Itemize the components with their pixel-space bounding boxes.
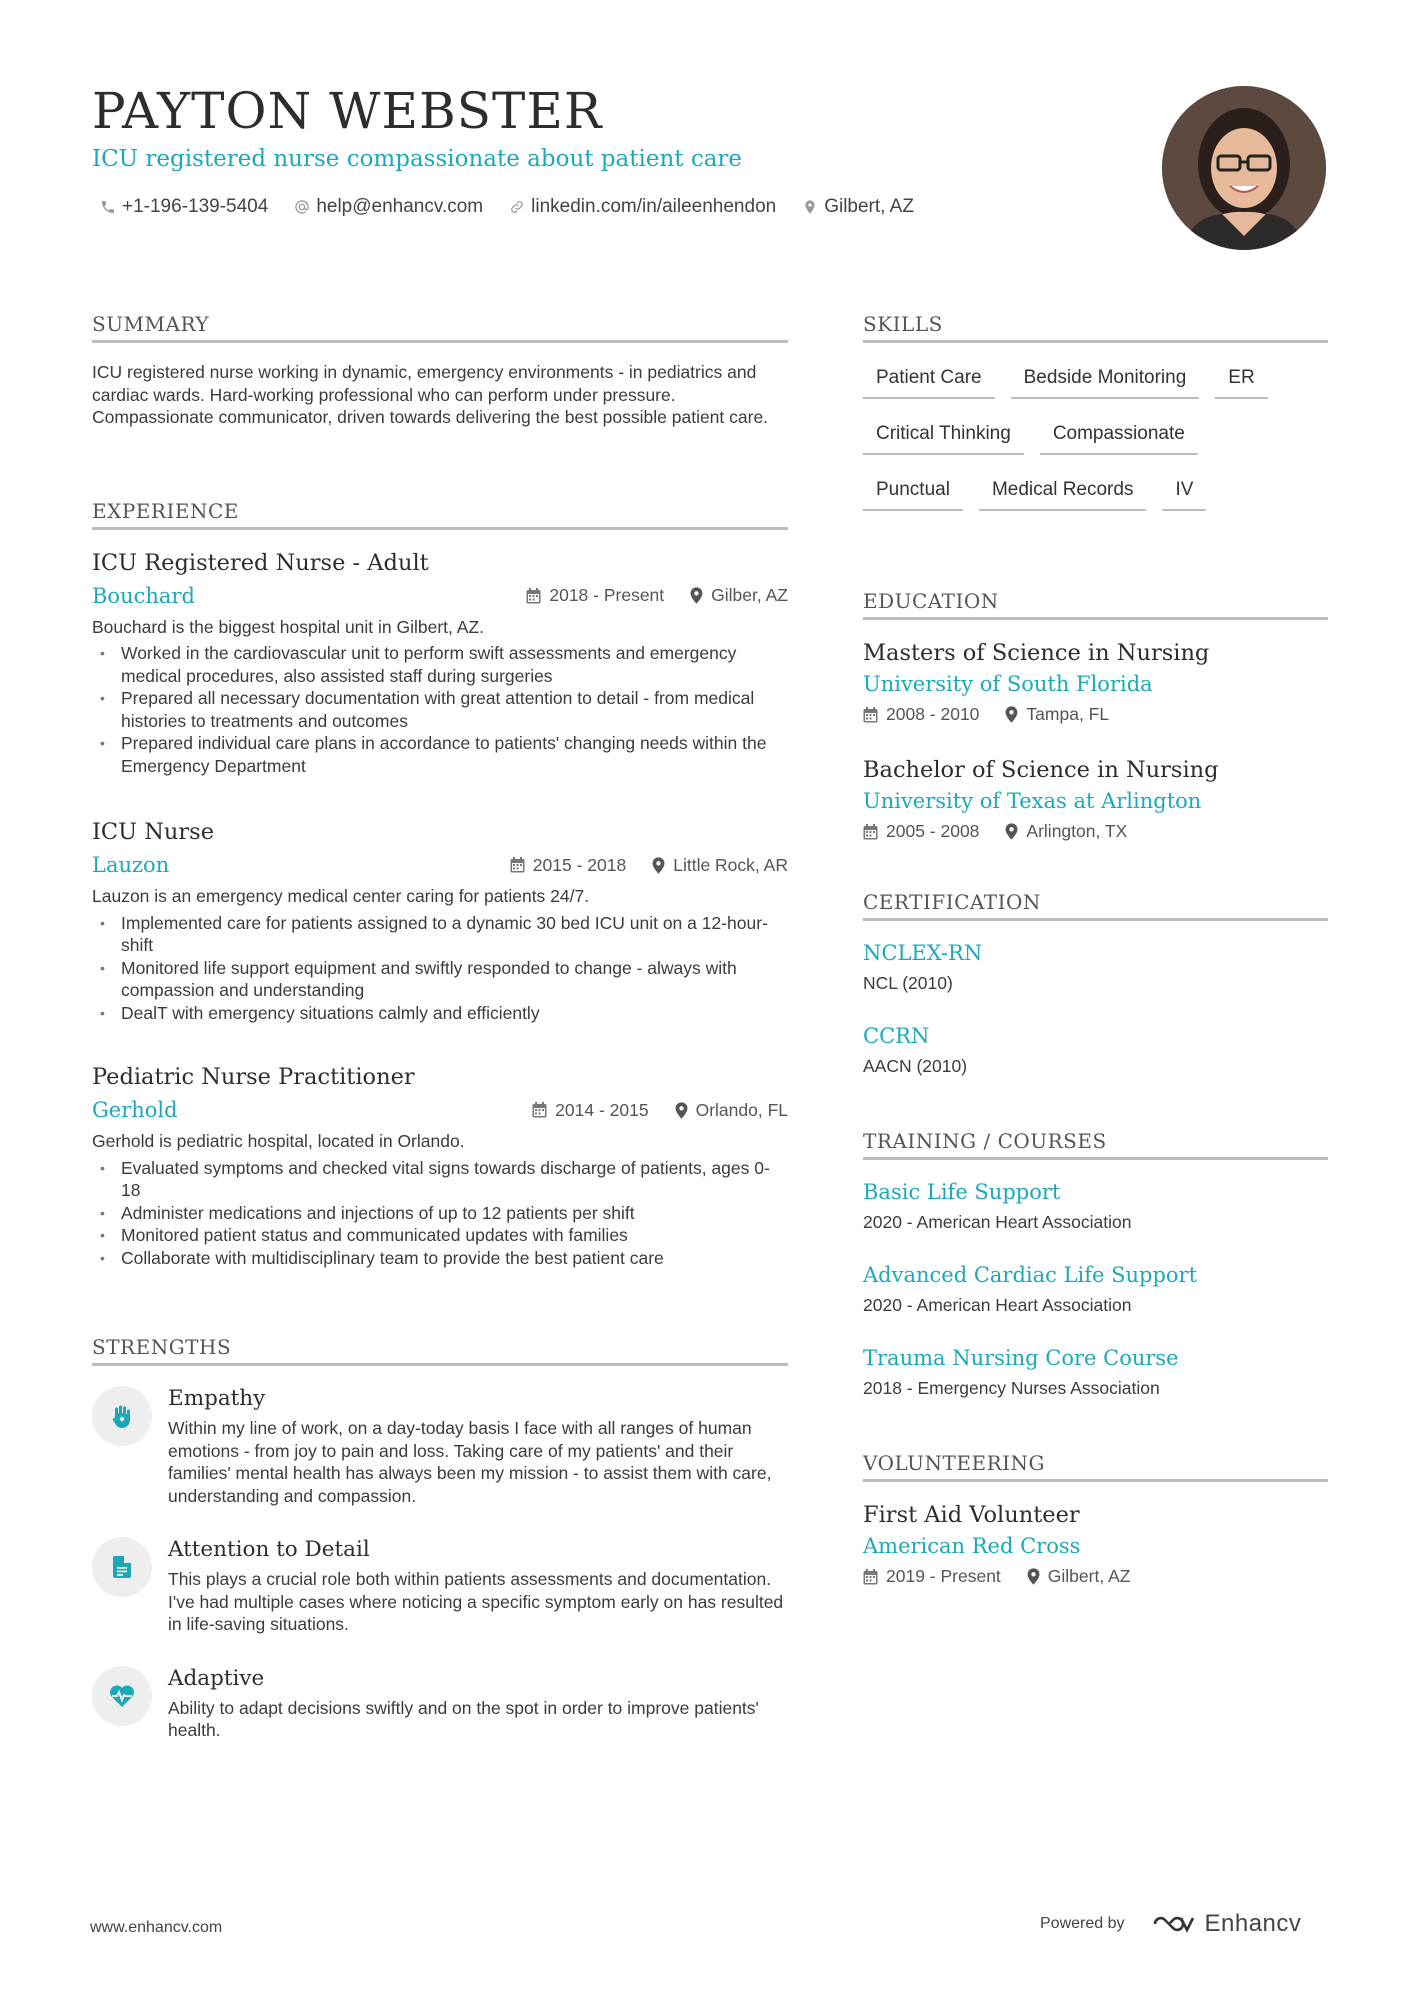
location-pin-icon bbox=[652, 857, 665, 874]
right-column bbox=[863, 312, 1328, 1587]
strength-title: Attention to Detail bbox=[168, 1537, 370, 1562]
volunteering-role: First Aid Volunteer bbox=[863, 1502, 1080, 1528]
contact-location bbox=[802, 196, 914, 218]
footer-website[interactable]: www.enhancv.com bbox=[90, 1919, 223, 1936]
job-entry bbox=[92, 550, 788, 778]
training-heading: TRAINING / COURSES bbox=[863, 1129, 1328, 1160]
job-location: Little Rock, AR bbox=[673, 854, 788, 875]
job-bullet: • Monitored life support equipment and swiftly responded to change - always with compassion and understanding bbox=[92, 957, 788, 1002]
job-entry bbox=[92, 1064, 788, 1269]
skill-tag: ER bbox=[1215, 363, 1267, 399]
document-icon bbox=[92, 1537, 152, 1597]
job-company: Bouchard bbox=[92, 583, 195, 608]
strength-title: Adaptive bbox=[168, 1665, 265, 1691]
skills-section bbox=[863, 312, 1328, 531]
experience-section bbox=[92, 499, 788, 1270]
location-pin-icon bbox=[1005, 823, 1018, 840]
left-column bbox=[92, 312, 788, 1772]
job-bullet: • Worked in the cardiovascular unit to perform swift assessments and emergency medical procedures, also assisted staff during surgeries bbox=[92, 642, 788, 687]
job-bullet: • Prepared individual care plans in accordance to patients' changing needs within the Emergency Department bbox=[92, 732, 788, 777]
strength-text: Within my line of work, on a day-today basis I face with all ranges of human emotions - from joy to pain and loss. Taking care of my patients' and their families' mental health has always been my mission - to assist them with care, understanding and compassion. bbox=[168, 1418, 772, 1506]
enhancv-logo-icon bbox=[1151, 1912, 1197, 1936]
strength-title: Empathy bbox=[168, 1386, 266, 1411]
job-company: Gerhold bbox=[92, 1098, 178, 1122]
profile-photo bbox=[1162, 86, 1326, 250]
skills-list bbox=[863, 363, 1328, 531]
contact-phone[interactable] bbox=[100, 196, 268, 218]
calendar-icon bbox=[863, 707, 878, 723]
certification-name: CCRN bbox=[863, 1024, 930, 1048]
strength-text: This plays a crucial role both within patients assessments and documentation. I've had multiple cases where noticing a specific symptom early on has resulted in life-saving situations. bbox=[168, 1569, 784, 1634]
job-bullets bbox=[92, 642, 788, 777]
candidate-name: PAYTON WEBSTER bbox=[92, 82, 603, 140]
job-bullet: • Implemented care for patients assigned to a dynamic 30 bed ICU unit on a 12-hour-shift bbox=[92, 912, 788, 957]
summary-heading: SUMMARY bbox=[92, 312, 788, 343]
candidate-tagline: ICU registered nurse compassionate about patient care bbox=[92, 146, 743, 172]
location-pin-icon bbox=[675, 1102, 688, 1119]
volunteering-heading: VOLUNTEERING bbox=[863, 1451, 1328, 1482]
certification-detail: NCL (2010) bbox=[863, 973, 953, 993]
skill-tag: Punctual bbox=[863, 475, 963, 511]
certification-name: NCLEX-RN bbox=[863, 941, 983, 965]
education-degree: Bachelor of Science in Nursing bbox=[863, 757, 1219, 783]
job-description: Gerhold is pediatric hospital, located in Orlando. bbox=[92, 1131, 465, 1151]
training-name: Trauma Nursing Core Course bbox=[863, 1346, 1179, 1370]
at-icon bbox=[294, 199, 310, 215]
job-dates: 2015 - 2018 bbox=[532, 854, 627, 875]
calendar-icon bbox=[532, 1102, 547, 1118]
contact-email[interactable] bbox=[294, 196, 483, 218]
location-text: Gilbert, AZ bbox=[824, 196, 914, 217]
education-section bbox=[863, 589, 1328, 842]
summary-text: ICU registered nurse working in dynamic, emergency environments - in pediatrics and cardiac wards. Hard-working professional who can perform under pressure. Compassionate communicator, driven towards delivering the best possible patient care. bbox=[92, 362, 769, 427]
job-title: Pediatric Nurse Practitioner bbox=[92, 1064, 415, 1090]
job-title: ICU Registered Nurse - Adult bbox=[92, 549, 429, 576]
job-description: Bouchard is the biggest hospital unit in Gilbert, AZ. bbox=[92, 616, 485, 637]
skill-tag: Critical Thinking bbox=[863, 419, 1024, 455]
contact-linkedin[interactable] bbox=[509, 196, 776, 218]
job-bullets bbox=[92, 1157, 788, 1270]
skill-tag: Medical Records bbox=[979, 475, 1147, 511]
certification-detail: AACN (2010) bbox=[863, 1056, 968, 1076]
job-entry bbox=[92, 819, 788, 1024]
volunteering-org: American Red Cross bbox=[863, 1534, 1081, 1558]
education-dates: 2008 - 2010 bbox=[886, 704, 980, 724]
strength-item bbox=[92, 1386, 788, 1507]
training-section bbox=[863, 1129, 1328, 1399]
education-dates: 2005 - 2008 bbox=[886, 821, 980, 841]
brand-name: Enhancv bbox=[1204, 1910, 1302, 1937]
certification-entry bbox=[863, 1024, 1328, 1077]
job-bullet: • Prepared all necessary documentation with great attention to detail - from medical histories to treatments and outcomes bbox=[92, 687, 788, 732]
calendar-icon bbox=[526, 588, 541, 604]
strength-item bbox=[92, 1537, 788, 1636]
certification-entry bbox=[863, 941, 1328, 994]
education-school: University of South Florida bbox=[863, 672, 1153, 696]
skill-tag: Bedside Monitoring bbox=[1011, 363, 1200, 399]
phone-icon bbox=[100, 199, 116, 215]
experience-heading: EXPERIENCE bbox=[92, 499, 788, 530]
job-title: ICU Nurse bbox=[92, 819, 215, 845]
job-company: Lauzon bbox=[92, 853, 170, 877]
volunteering-dates: 2019 - Present bbox=[886, 1566, 1001, 1586]
linkedin-text: linkedin.com/in/aileenhendon bbox=[531, 196, 777, 217]
certification-heading: CERTIFICATION bbox=[863, 890, 1328, 921]
job-location: Orlando, FL bbox=[695, 1099, 788, 1120]
calendar-icon bbox=[863, 824, 878, 840]
skill-tag: Patient Care bbox=[863, 363, 995, 399]
calendar-icon bbox=[863, 1569, 878, 1585]
job-bullets bbox=[92, 912, 788, 1025]
phone-text: +1-196-139-5404 bbox=[122, 196, 269, 217]
job-dates: 2018 - Present bbox=[549, 585, 665, 605]
job-bullet: • Evaluated symptoms and checked vital signs towards discharge of patients, ages 0-18 bbox=[92, 1157, 788, 1202]
job-location: Gilber, AZ bbox=[711, 585, 788, 605]
footer-branding[interactable] bbox=[1040, 1910, 1301, 1938]
summary-section bbox=[92, 312, 788, 429]
education-degree: Masters of Science in Nursing bbox=[863, 640, 1210, 666]
training-entry bbox=[863, 1180, 1328, 1233]
location-pin-icon bbox=[802, 199, 818, 215]
skills-heading: SKILLS bbox=[863, 312, 1328, 343]
training-name: Advanced Cardiac Life Support bbox=[863, 1263, 1198, 1287]
certification-section bbox=[863, 890, 1328, 1077]
training-entry bbox=[863, 1263, 1328, 1316]
calendar-icon bbox=[510, 857, 525, 873]
powered-by-label: Powered by bbox=[1040, 1915, 1125, 1932]
education-entry bbox=[863, 757, 1328, 842]
location-pin-icon bbox=[1005, 706, 1018, 723]
volunteering-location: Gilbert, AZ bbox=[1047, 1566, 1131, 1586]
location-pin-icon bbox=[690, 587, 703, 604]
training-detail: 2020 - American Heart Association bbox=[863, 1212, 1132, 1232]
training-detail: 2020 - American Heart Association bbox=[863, 1295, 1132, 1315]
email-text: help@enhancv.com bbox=[316, 196, 484, 217]
link-icon bbox=[509, 199, 525, 215]
job-bullet: • Collaborate with multidisciplinary team to provide the best patient care bbox=[92, 1247, 788, 1270]
strengths-heading: STRENGTHS bbox=[92, 1335, 788, 1366]
education-school: University of Texas at Arlington bbox=[863, 789, 1202, 813]
volunteering-section bbox=[863, 1451, 1328, 1587]
training-detail: 2018 - Emergency Nurses Association bbox=[863, 1378, 1160, 1398]
education-location: Tampa, FL bbox=[1026, 704, 1110, 724]
job-bullet: • DealT with emergency situations calmly and efficiently bbox=[92, 1002, 788, 1025]
education-heading: EDUCATION bbox=[863, 589, 1328, 620]
job-bullet: • Monitored patient status and communicated updates with families bbox=[92, 1224, 788, 1247]
training-entry bbox=[863, 1346, 1328, 1399]
training-name: Basic Life Support bbox=[863, 1180, 1061, 1204]
hand-icon bbox=[92, 1386, 152, 1446]
skill-tag: IV bbox=[1162, 475, 1206, 511]
skill-tag: Compassionate bbox=[1040, 419, 1198, 455]
strengths-section bbox=[92, 1335, 788, 1742]
job-dates: 2014 - 2015 bbox=[555, 1099, 649, 1120]
strength-item bbox=[92, 1666, 788, 1742]
job-bullet: • Administer medications and injections of up to 12 patients per shift bbox=[92, 1202, 788, 1225]
job-description: Lauzon is an emergency medical center caring for patients 24/7. bbox=[92, 886, 590, 906]
heartbeat-icon bbox=[92, 1666, 152, 1726]
education-location: Arlington, TX bbox=[1026, 821, 1128, 841]
education-entry bbox=[863, 640, 1328, 725]
contact-bar bbox=[100, 196, 940, 218]
location-pin-icon bbox=[1027, 1568, 1040, 1585]
strength-text: Ability to adapt decisions swiftly and on the spot in order to improve patients' health. bbox=[168, 1697, 759, 1740]
